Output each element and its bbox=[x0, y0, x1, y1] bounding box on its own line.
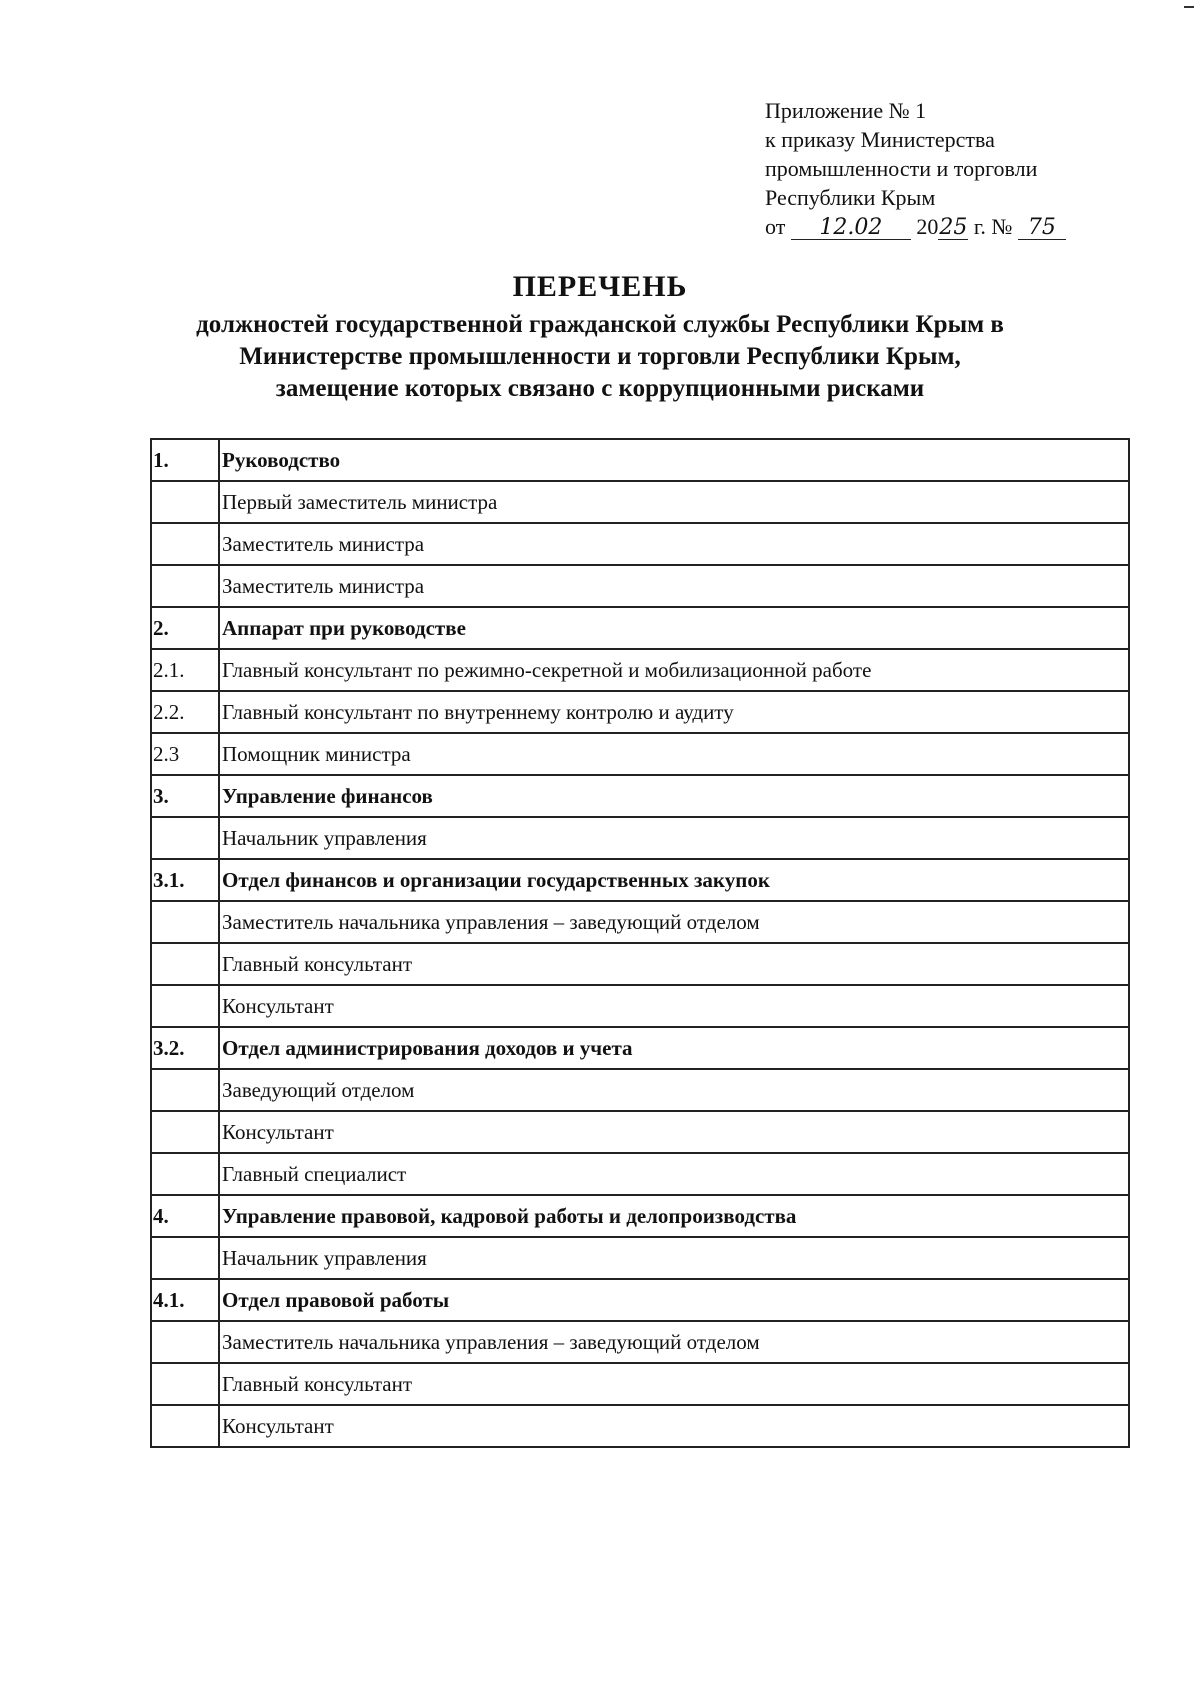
row-number: 2.1. bbox=[151, 649, 219, 691]
row-number: 1. bbox=[151, 439, 219, 481]
position-name: Начальник управления bbox=[219, 1237, 1129, 1279]
position-name: Заместитель министра bbox=[219, 523, 1129, 565]
table-row bbox=[151, 1279, 1129, 1321]
position-name: Главный консультант bbox=[219, 1363, 1129, 1405]
positions-table bbox=[150, 438, 1130, 1448]
document-title: ПЕРЕЧЕНЬ bbox=[512, 270, 688, 303]
table-row bbox=[151, 565, 1129, 607]
table-row bbox=[151, 607, 1129, 649]
table-row bbox=[151, 1111, 1129, 1153]
handwritten-order-number: 75 bbox=[1018, 217, 1066, 240]
appendix-block bbox=[765, 96, 1066, 241]
subtitle-line-3: замещение которых связано с коррупционными рисками bbox=[275, 375, 925, 402]
position-name: Помощник министра bbox=[219, 733, 1129, 775]
table-row bbox=[151, 1153, 1129, 1195]
position-name: Главный консультант bbox=[219, 943, 1129, 985]
table-row bbox=[151, 775, 1129, 817]
table-row bbox=[151, 1363, 1129, 1405]
year-suffix: г. № bbox=[973, 214, 1013, 239]
row-number: 2.2. bbox=[151, 691, 219, 733]
subtitle-line-1: должностей государственной гражданской службы Республики Крым в bbox=[196, 311, 1004, 338]
row-number bbox=[151, 1321, 219, 1363]
position-name: Главный консультант по режимно-секретной и мобилизационной работе bbox=[219, 649, 1129, 691]
row-number bbox=[151, 901, 219, 943]
table-row bbox=[151, 901, 1129, 943]
position-name: Начальник управления bbox=[219, 817, 1129, 859]
row-number: 3. bbox=[151, 775, 219, 817]
table-row bbox=[151, 1237, 1129, 1279]
table-row bbox=[151, 1027, 1129, 1069]
position-name: Главный консультант по внутреннему контролю и аудиту bbox=[219, 691, 1129, 733]
section-title: Управление финансов bbox=[219, 775, 1129, 817]
row-number bbox=[151, 481, 219, 523]
positions-table-body bbox=[151, 439, 1129, 1447]
position-name: Консультант bbox=[219, 1405, 1129, 1447]
row-number bbox=[151, 1363, 219, 1405]
table-row bbox=[151, 1195, 1129, 1237]
table-row bbox=[151, 985, 1129, 1027]
position-name: Первый заместитель министра bbox=[219, 481, 1129, 523]
table-row bbox=[151, 523, 1129, 565]
date-prefix: от bbox=[765, 214, 786, 239]
row-number bbox=[151, 565, 219, 607]
row-number: 3.2. bbox=[151, 1027, 219, 1069]
appendix-line-2: к приказу Министерства bbox=[765, 127, 995, 152]
appendix-line-4: Республики Крым bbox=[765, 185, 936, 210]
position-name: Заведующий отделом bbox=[219, 1069, 1129, 1111]
table-row bbox=[151, 1069, 1129, 1111]
table-row bbox=[151, 733, 1129, 775]
position-name: Консультант bbox=[219, 985, 1129, 1027]
row-number: 4. bbox=[151, 1195, 219, 1237]
page-edge-mark bbox=[1184, 6, 1194, 8]
table-row bbox=[151, 481, 1129, 523]
table-row bbox=[151, 859, 1129, 901]
section-title: Аппарат при руководстве bbox=[219, 607, 1129, 649]
row-number bbox=[151, 943, 219, 985]
row-number bbox=[151, 1111, 219, 1153]
position-name: Заместитель начальника управления – заведующий отделом bbox=[219, 901, 1129, 943]
row-number: 2. bbox=[151, 607, 219, 649]
handwritten-date: 12.02 bbox=[791, 217, 911, 240]
appendix-line-1: Приложение № 1 bbox=[765, 98, 927, 123]
row-number bbox=[151, 1153, 219, 1195]
section-title: Отдел правовой работы bbox=[219, 1279, 1129, 1321]
position-name: Заместитель начальника управления – заведующий отделом bbox=[219, 1321, 1129, 1363]
row-number bbox=[151, 1237, 219, 1279]
row-number: 4.1. bbox=[151, 1279, 219, 1321]
section-title: Отдел финансов и организации государственных закупок bbox=[219, 859, 1129, 901]
appendix-date-line bbox=[765, 212, 1066, 241]
section-title: Руководство bbox=[219, 439, 1129, 481]
table-row bbox=[151, 439, 1129, 481]
table-row bbox=[151, 1405, 1129, 1447]
year-prefix: 20 bbox=[916, 214, 939, 239]
position-name: Главный специалист bbox=[219, 1153, 1129, 1195]
table-row bbox=[151, 1321, 1129, 1363]
document-subtitle bbox=[0, 309, 1200, 405]
table-row bbox=[151, 649, 1129, 691]
table-row bbox=[151, 817, 1129, 859]
row-number bbox=[151, 1069, 219, 1111]
table-row bbox=[151, 691, 1129, 733]
section-title: Отдел администрирования доходов и учета bbox=[219, 1027, 1129, 1069]
row-number: 3.1. bbox=[151, 859, 219, 901]
section-title: Управление правовой, кадровой работы и делопроизводства bbox=[219, 1195, 1129, 1237]
table-row bbox=[151, 943, 1129, 985]
position-name: Консультант bbox=[219, 1111, 1129, 1153]
handwritten-year: 25 bbox=[939, 215, 968, 240]
row-number bbox=[151, 817, 219, 859]
row-number bbox=[151, 1405, 219, 1447]
row-number bbox=[151, 985, 219, 1027]
position-name: Заместитель министра bbox=[219, 565, 1129, 607]
row-number: 2.3 bbox=[151, 733, 219, 775]
subtitle-line-2: Министерстве промышленности и торговли Республики Крым, bbox=[239, 343, 961, 370]
appendix-line-3: промышленности и торговли bbox=[765, 156, 1038, 181]
row-number bbox=[151, 523, 219, 565]
